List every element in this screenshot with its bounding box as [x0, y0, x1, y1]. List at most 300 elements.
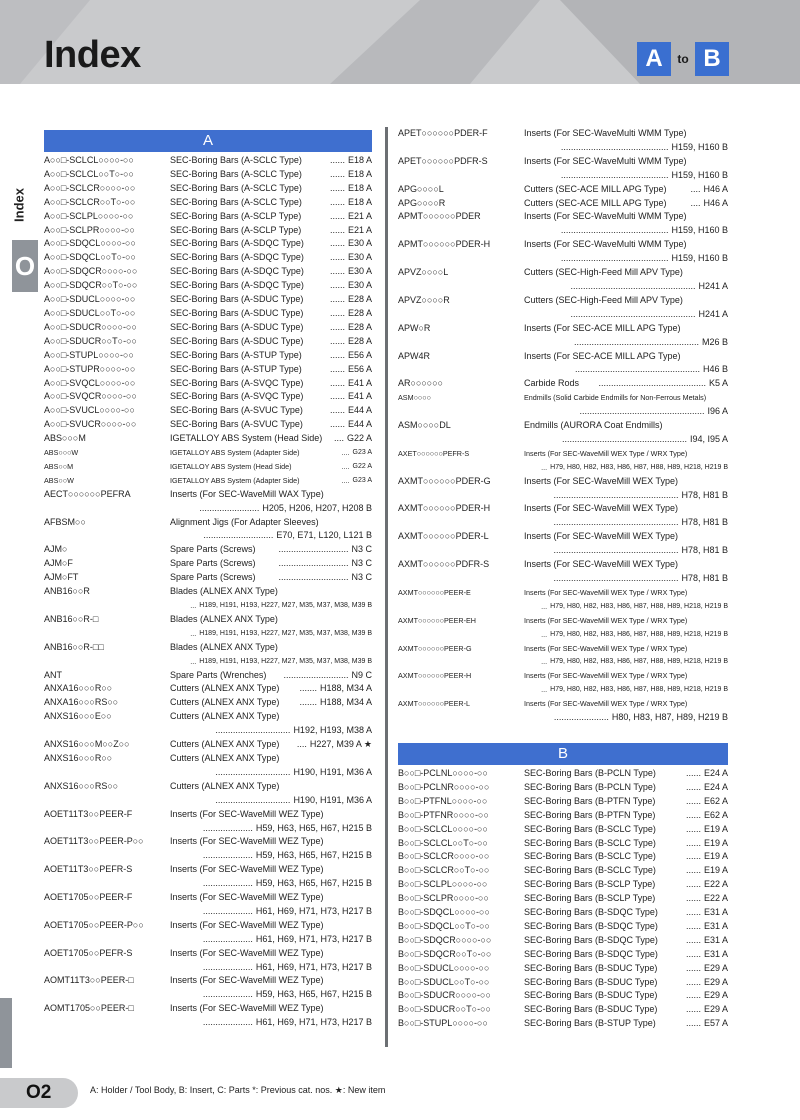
- page-reference[interactable]: H159, H160 B: [671, 225, 728, 236]
- index-entry: [44, 780, 372, 794]
- page-reference[interactable]: N9 C: [351, 669, 372, 680]
- page-reference[interactable]: E30 A: [347, 238, 372, 249]
- item-description: Inserts (For SEC-WaveMulti WMM Type): [524, 239, 687, 250]
- page-reference[interactable]: H79, H80, H82, H83, H86, H87, H88, H89, H218, H219 B: [550, 463, 728, 471]
- page-reference[interactable]: H61, H69, H71, H73, H217 B: [255, 933, 372, 944]
- page-reference[interactable]: H79, H80, H82, H83, H86, H87, H88, H89, H218, H219 B: [550, 630, 728, 638]
- page-reference[interactable]: E30 A: [347, 266, 372, 277]
- part-code: [398, 405, 524, 419]
- page-reference[interactable]: H80, H83, H87, H89, H219 B: [611, 712, 728, 723]
- page-reference[interactable]: E31 A: [703, 920, 728, 931]
- page-reference[interactable]: E62 A: [703, 809, 728, 820]
- index-entry: [398, 628, 728, 642]
- page-reference[interactable]: E22 A: [703, 879, 728, 890]
- index-entry: [44, 210, 372, 224]
- page-reference[interactable]: G23 A: [352, 476, 372, 484]
- item-description: Endmills (Solid Carbide Endmills for Non-Ferrous Metals): [524, 393, 707, 403]
- page-reference[interactable]: G23 A: [352, 449, 372, 457]
- part-code: [398, 572, 524, 586]
- part-code: AOET1705○○PEER-P○○: [44, 919, 144, 930]
- part-code: [398, 308, 524, 322]
- index-entry: [44, 557, 372, 571]
- page-reference[interactable]: E21 A: [347, 210, 372, 221]
- page-reference[interactable]: H227, M39 A ★: [309, 739, 372, 750]
- dot-leader: [324, 863, 372, 877]
- dot-leader: ......: [685, 823, 701, 834]
- page-reference[interactable]: E70, E71, L120, L121 B: [276, 530, 372, 541]
- page-reference[interactable]: H189, H191, H193, H227, M27, M35, M37, M38, M39 B: [199, 602, 372, 609]
- index-entry: [44, 154, 372, 168]
- page-reference[interactable]: H205, H206, H207, H208 B: [262, 502, 372, 513]
- page-reference[interactable]: E29 A: [703, 990, 728, 1001]
- dot-leader: ....: [333, 433, 344, 444]
- page-reference[interactable]: E24 A: [703, 767, 728, 778]
- index-entry: [44, 307, 372, 321]
- item-description: Inserts (For SEC-WaveMill WEX Type): [524, 559, 679, 570]
- part-code: AXMT○○○○○○PEER-EH: [398, 615, 476, 625]
- index-entry: [398, 336, 728, 350]
- item-description: SEC-Boring Bars (A-SCLC Type): [170, 196, 302, 207]
- item-description: SEC-Boring Bars (B-SDQC Type): [524, 934, 658, 945]
- dot-leader: [683, 266, 728, 280]
- part-code: A○○□-SCLCR○○T○-○○: [44, 196, 136, 207]
- part-code: APET○○○○○○PDFR-S: [398, 155, 488, 166]
- page-reference[interactable]: E28 A: [347, 307, 372, 318]
- page-reference[interactable]: I94, I95 A: [689, 433, 728, 444]
- page-reference[interactable]: K5 A: [708, 378, 728, 389]
- section-gap: [398, 725, 728, 743]
- dot-leader: ..................................................: [553, 489, 679, 500]
- item-description: Cutters (ALNEX ANX Type): [170, 739, 280, 750]
- side-index-label: [0, 180, 38, 230]
- index-entry: [44, 891, 372, 905]
- item-description: Inserts (For SEC-WaveMill WEZ Type): [170, 919, 324, 930]
- index-entry: [44, 251, 372, 265]
- page-reference[interactable]: H59, H63, H65, H67, H215 B: [255, 878, 372, 889]
- page-reference[interactable]: H61, H69, H71, H73, H217 B: [255, 961, 372, 972]
- part-code: AOET11T3○○PEER-F: [44, 808, 133, 819]
- index-entry: [398, 516, 728, 530]
- dot-leader: ......: [329, 294, 345, 305]
- index-entry: [398, 197, 728, 211]
- dot-leader: ..................................................: [553, 517, 679, 528]
- dot-leader: ......: [329, 196, 345, 207]
- page-reference[interactable]: H78, H81 B: [681, 573, 728, 583]
- part-code: [44, 766, 170, 780]
- dot-leader: ...: [541, 462, 548, 472]
- page-reference[interactable]: H241 A: [698, 308, 728, 319]
- dot-leader: [324, 488, 372, 502]
- page-reference[interactable]: H46 A: [703, 183, 728, 194]
- dot-leader: ......: [685, 893, 701, 904]
- dot-leader: ......: [685, 865, 701, 876]
- dot-leader: ......: [329, 405, 345, 416]
- dot-leader: ...: [190, 601, 197, 610]
- part-code: ASM○○○○: [398, 393, 431, 403]
- index-entry: [398, 252, 728, 266]
- page-reference[interactable]: H188, M34 A: [319, 683, 372, 694]
- part-code: B○○□-SCLCL○○○○-○○: [398, 823, 488, 834]
- item-description: SEC-Boring Bars (B-SDUC Type): [524, 962, 658, 973]
- page-reference[interactable]: E57 A: [703, 1018, 728, 1029]
- part-code: A○○□-SCLCL○○T○-○○: [44, 168, 134, 179]
- page-reference[interactable]: E19 A: [703, 865, 728, 876]
- part-code: B○○□-SCLPL○○○○-○○: [398, 879, 488, 890]
- index-entry: [44, 961, 372, 975]
- part-code: APMT○○○○○○PDER: [398, 211, 481, 222]
- part-code: ANXS16○○○RS○○: [44, 780, 119, 791]
- page-reference[interactable]: E62 A: [703, 795, 728, 806]
- index-entry: [44, 1002, 372, 1016]
- index-entry: [44, 279, 372, 293]
- item-description: Cutters (SEC-ACE MILL APG Type): [524, 197, 667, 208]
- page-reference[interactable]: E28 A: [347, 294, 372, 305]
- part-code: A○○□-SCLCL○○○○-○○: [44, 155, 134, 165]
- part-code: B○○□-SDUCL○○○○-○○: [398, 962, 490, 973]
- index-entry: [398, 266, 728, 280]
- index-entry: [398, 350, 728, 364]
- item-description: SEC-Boring Bars (B-SCLC Type): [524, 851, 656, 862]
- index-entry: [44, 474, 372, 488]
- page-reference[interactable]: E30 A: [347, 280, 372, 291]
- page-reference[interactable]: N3 C: [351, 558, 372, 569]
- page-reference[interactable]: H188, M34 A: [319, 697, 372, 708]
- page-reference[interactable]: E44 A: [347, 405, 372, 416]
- part-code: APVZ○○○○R: [398, 294, 450, 305]
- page-reference[interactable]: H61, H69, H71, H73, H217 B: [255, 905, 372, 916]
- page-reference[interactable]: H189, H191, H193, H227, M27, M35, M37, M38, M39 B: [199, 629, 372, 637]
- item-description: SEC-Boring Bars (B-PCLN Type): [524, 767, 656, 778]
- dot-leader: [278, 641, 372, 655]
- index-entry: [44, 627, 372, 641]
- page-reference[interactable]: E56 A: [347, 349, 372, 360]
- page-reference[interactable]: E30 A: [347, 252, 372, 263]
- index-entry: [44, 849, 372, 863]
- part-code: AJM○FT: [44, 572, 79, 583]
- index-entry: [44, 752, 372, 766]
- page-reference[interactable]: E29 A: [703, 962, 728, 973]
- index-entry: [398, 600, 728, 614]
- item-description: IGETALLOY ABS System (Head Side): [170, 433, 323, 444]
- dot-leader: ......: [685, 879, 701, 890]
- page-reference[interactable]: E41 A: [347, 391, 372, 402]
- index-entry: [44, 947, 372, 961]
- dot-leader: ...: [541, 601, 548, 611]
- dot-leader: ......: [329, 363, 345, 374]
- page-reference[interactable]: N3 C: [351, 544, 372, 555]
- item-description: Alignment Jigs (For Adapter Sleeves): [170, 516, 319, 527]
- page-reference[interactable]: H192, H193, M38 A: [293, 725, 372, 736]
- page-reference[interactable]: H59, H63, H65, H67, H215 B: [255, 989, 372, 1000]
- dot-leader: ....................: [202, 933, 253, 944]
- part-code: [398, 169, 524, 183]
- index-entry: [44, 738, 372, 752]
- part-code: A○○□-SCLPR○○○○-○○: [44, 224, 135, 235]
- item-description: Blades (ALNEX ANX Type): [170, 586, 278, 597]
- item-description: Cutters (SEC-High-Feed Mill APV Type): [524, 294, 683, 305]
- item-description: Blades (ALNEX ANX Type): [170, 613, 278, 624]
- part-code: AXMT○○○○○○PEER-E: [398, 587, 471, 597]
- part-code: A○○□-SDQCL○○○○-○○: [44, 238, 136, 249]
- dot-leader: ..............................: [215, 766, 291, 777]
- page-reference[interactable]: H190, H191, M36 A: [293, 794, 372, 805]
- dot-leader: ...........................................: [560, 225, 669, 236]
- index-entry: [398, 642, 728, 656]
- item-description: Inserts (For SEC-WaveMill WEX Type / WRX Type): [524, 587, 688, 597]
- index-entry: [44, 390, 372, 404]
- page-reference[interactable]: E28 A: [347, 335, 372, 346]
- item-description: Inserts (For SEC-WaveMill WEZ Type): [170, 892, 324, 903]
- dot-leader: ..............................: [215, 794, 291, 805]
- dot-leader: ......: [329, 168, 345, 179]
- part-code: [44, 529, 170, 543]
- page-reference[interactable]: H79, H80, H82, H83, H86, H87, H88, H89, H218, H219 B: [550, 602, 728, 610]
- index-entry: [398, 711, 728, 725]
- side-index-text: Index: [11, 188, 27, 222]
- part-code: B○○□-SDUCL○○T○-○○: [398, 976, 490, 987]
- index-entry: [398, 294, 728, 308]
- item-description: Inserts (For SEC-WaveMill WEX Type / WRX Type): [524, 671, 688, 681]
- item-description: SEC-Boring Bars (A-STUP Type): [170, 349, 302, 360]
- page-reference[interactable]: E19 A: [703, 837, 728, 848]
- index-entry: [398, 850, 728, 864]
- index-entry: [44, 974, 372, 988]
- dot-leader: [279, 752, 372, 766]
- dot-leader: ....: [341, 475, 350, 485]
- page-reference[interactable]: E22 A: [703, 893, 728, 904]
- index-entry: [44, 988, 372, 1002]
- part-code: [44, 794, 170, 808]
- page-reference[interactable]: E41 A: [347, 377, 372, 388]
- page-reference[interactable]: H78, H81 B: [681, 489, 728, 500]
- dot-leader: ....................: [202, 850, 253, 861]
- page-reference[interactable]: G22 A: [346, 433, 372, 444]
- dot-leader: ..................................................: [573, 336, 699, 347]
- index-list-b: [398, 767, 728, 1031]
- part-code: [398, 280, 524, 294]
- page-reference[interactable]: E18 A: [347, 182, 372, 193]
- page-reference[interactable]: H79, H80, H82, H83, H86, H87, H88, H89, H218, H219 B: [550, 658, 728, 666]
- dot-leader: ....................: [202, 822, 253, 833]
- item-description: SEC-Boring Bars (B-SDUC Type): [524, 990, 658, 1001]
- part-code: A○○□-SVQCL○○○○-○○: [44, 377, 136, 388]
- part-code: A○○□-SCLCR○○○○-○○: [44, 182, 136, 193]
- page-reference[interactable]: E56 A: [347, 363, 372, 374]
- side-marker: [0, 998, 12, 1068]
- part-code: [398, 141, 524, 155]
- page-reference[interactable]: E31 A: [703, 934, 728, 945]
- dot-leader: ......: [685, 837, 701, 848]
- item-description: SEC-Boring Bars (A-SDUC Type): [170, 294, 304, 305]
- part-code: AECT○○○○○○PEFRA: [44, 488, 131, 499]
- item-description: Cutters (ALNEX ANX Type): [170, 780, 280, 791]
- page-reference[interactable]: H190, H191, M36 A: [293, 766, 372, 777]
- index-entry: [398, 781, 728, 795]
- index-entry: [44, 432, 372, 446]
- page-reference[interactable]: H46 A: [703, 197, 728, 208]
- dot-leader: ......: [685, 920, 701, 931]
- page-reference[interactable]: E24 A: [703, 781, 728, 792]
- index-entry: [398, 906, 728, 920]
- page-reference[interactable]: E29 A: [703, 1004, 728, 1015]
- index-entry: [44, 585, 372, 599]
- page-reference[interactable]: M26 B: [701, 336, 728, 347]
- part-code: [44, 627, 170, 641]
- page-reference[interactable]: E19 A: [703, 823, 728, 834]
- dot-leader: ......: [685, 809, 701, 820]
- part-code: B○○□-SDQCR○○T○-○○: [398, 948, 492, 959]
- index-entry: [398, 837, 728, 851]
- part-code: [44, 502, 170, 516]
- page-reference[interactable]: H59, H63, H65, H67, H215 B: [255, 850, 372, 861]
- index-entry: [44, 696, 372, 710]
- dot-leader: ..................................................: [553, 573, 679, 583]
- part-code: AOMT1705○○PEER-□: [44, 1003, 134, 1014]
- dot-leader: [678, 475, 728, 489]
- index-entry: [44, 460, 372, 474]
- item-description: SEC-Boring Bars (A-SVQC Type): [170, 391, 304, 402]
- dot-leader: ............................: [203, 530, 274, 541]
- dot-leader: [687, 642, 728, 656]
- index-entry: [398, 405, 728, 419]
- page-reference[interactable]: H78, H81 B: [681, 545, 728, 556]
- page-reference[interactable]: H46 B: [702, 364, 728, 375]
- item-description: IGETALLOY ABS System (Head Side): [170, 461, 292, 471]
- index-entry: [398, 377, 728, 391]
- part-code: AOET11T3○○PEFR-S: [44, 864, 133, 875]
- page-reference[interactable]: N3 C: [351, 572, 372, 583]
- index-entry: [398, 809, 728, 823]
- part-code: [44, 849, 170, 863]
- page-reference[interactable]: E31 A: [703, 907, 728, 918]
- index-entry: [44, 418, 372, 432]
- item-description: Blades (ALNEX ANX Type): [170, 641, 278, 652]
- index-entry: [398, 920, 728, 934]
- part-code: B○○□-SDQCL○○○○-○○: [398, 907, 490, 918]
- item-description: Cutters (ALNEX ANX Type): [170, 697, 280, 708]
- dot-leader: [687, 127, 728, 141]
- item-description: Inserts (For SEC-WaveMulti WMM Type): [524, 155, 687, 166]
- page-reference[interactable]: E29 A: [703, 976, 728, 987]
- index-entry: [44, 168, 372, 182]
- index-entry: [398, 127, 728, 141]
- page-reference[interactable]: E21 A: [347, 224, 372, 235]
- item-description: Spare Parts (Screws): [170, 572, 256, 583]
- dot-leader: ..................................................: [570, 280, 696, 291]
- page-reference[interactable]: G22 A: [352, 462, 372, 470]
- page-reference[interactable]: H78, H81 B: [681, 517, 728, 528]
- page-reference[interactable]: E44 A: [347, 419, 372, 430]
- index-entry: [44, 516, 372, 530]
- chapter-tab[interactable]: O: [12, 240, 38, 292]
- part-code: A○○□-SDUCL○○T○-○○: [44, 307, 136, 318]
- item-description: SEC-Boring Bars (B-SDUC Type): [524, 976, 658, 987]
- dot-leader: [678, 530, 728, 544]
- item-description: SEC-Boring Bars (A-SVUC Type): [170, 419, 303, 430]
- part-code: A○○□-SDQCR○○T○-○○: [44, 280, 138, 291]
- page-reference[interactable]: E18 A: [347, 168, 372, 179]
- part-code: [398, 655, 524, 669]
- part-code: AXMT○○○○○○PEER-H: [398, 671, 472, 681]
- index-entry: [44, 710, 372, 724]
- index-entry: [44, 446, 372, 460]
- page-reference[interactable]: E18 A: [347, 196, 372, 207]
- dot-leader: ............................: [278, 572, 349, 583]
- index-entry: [44, 877, 372, 891]
- part-code: [44, 961, 170, 975]
- dot-leader: [279, 710, 372, 724]
- dot-leader: ......................: [553, 712, 609, 723]
- page-reference[interactable]: H159, H160 B: [671, 141, 728, 152]
- item-description: SEC-Boring Bars (B-SCLC Type): [524, 865, 656, 876]
- dot-leader: [278, 585, 372, 599]
- part-code: B○○□-SCLCL○○T○-○○: [398, 837, 488, 848]
- index-entry: [398, 878, 728, 892]
- index-entry: [398, 976, 728, 990]
- item-description: Cutters (SEC-High-Feed Mill APV Type): [524, 267, 683, 278]
- dot-leader: [687, 614, 728, 628]
- page-reference[interactable]: E19 A: [703, 851, 728, 862]
- item-description: Inserts (For SEC-WaveMill WEZ Type): [170, 836, 324, 847]
- dot-leader: ......: [329, 391, 345, 402]
- part-code: [44, 988, 170, 1002]
- page-reference[interactable]: E31 A: [703, 948, 728, 959]
- index-entry: [398, 823, 728, 837]
- item-description: Spare Parts (Screws): [170, 544, 256, 555]
- part-code: [44, 724, 170, 738]
- index-entry: [44, 808, 372, 822]
- page-reference[interactable]: H159, H160 B: [671, 169, 728, 180]
- page-reference[interactable]: H61, H69, H71, H73, H217 B: [255, 1017, 372, 1028]
- page-reference[interactable]: H59, H63, H65, H67, H215 B: [255, 822, 372, 833]
- section-heading-b: B: [398, 743, 728, 765]
- index-entry: [398, 210, 728, 224]
- part-code: [398, 336, 524, 350]
- index-entry: [398, 489, 728, 503]
- part-code: ANXS16○○○R○○: [44, 752, 113, 763]
- page-reference[interactable]: I96 A: [707, 406, 728, 417]
- section-heading-a: A: [44, 130, 372, 152]
- dot-leader: ......: [329, 210, 345, 221]
- index-entry: [398, 1003, 728, 1017]
- page-reference[interactable]: H189, H191, H193, H227, M27, M35, M37, M38, M39 B: [199, 657, 372, 665]
- page-reference[interactable]: E18 A: [347, 155, 372, 165]
- index-entry: [44, 766, 372, 780]
- item-description: SEC-Boring Bars (B-PTFN Type): [524, 795, 656, 806]
- index-entry: [44, 655, 372, 669]
- dot-leader: ......: [685, 1004, 701, 1015]
- index-entry: [44, 835, 372, 849]
- page-reference[interactable]: H159, H160 B: [671, 253, 728, 264]
- part-code: ANB16○○R-□□: [44, 641, 104, 652]
- index-entry: [44, 543, 372, 557]
- index-entry: [44, 182, 372, 196]
- index-entry: [44, 641, 372, 655]
- dot-leader: ..................................................: [553, 545, 679, 556]
- part-code: AOET1705○○PEER-F: [44, 892, 133, 903]
- page-reference[interactable]: E28 A: [347, 321, 372, 332]
- part-code: [398, 252, 524, 266]
- part-code: B○○□-SCLCR○○T○-○○: [398, 865, 490, 876]
- page-reference[interactable]: H79, H80, H82, H83, H86, H87, H88, H89, H218, H219 B: [550, 686, 728, 694]
- index-entry: [44, 293, 372, 307]
- dot-leader: ..............................: [215, 725, 291, 736]
- index-entry: [398, 767, 728, 781]
- range-to-badge: B: [695, 42, 729, 76]
- item-description: SEC-Boring Bars (B-STUP Type): [524, 1018, 656, 1029]
- index-entry: [398, 475, 728, 489]
- page-reference[interactable]: H241 A: [698, 280, 728, 291]
